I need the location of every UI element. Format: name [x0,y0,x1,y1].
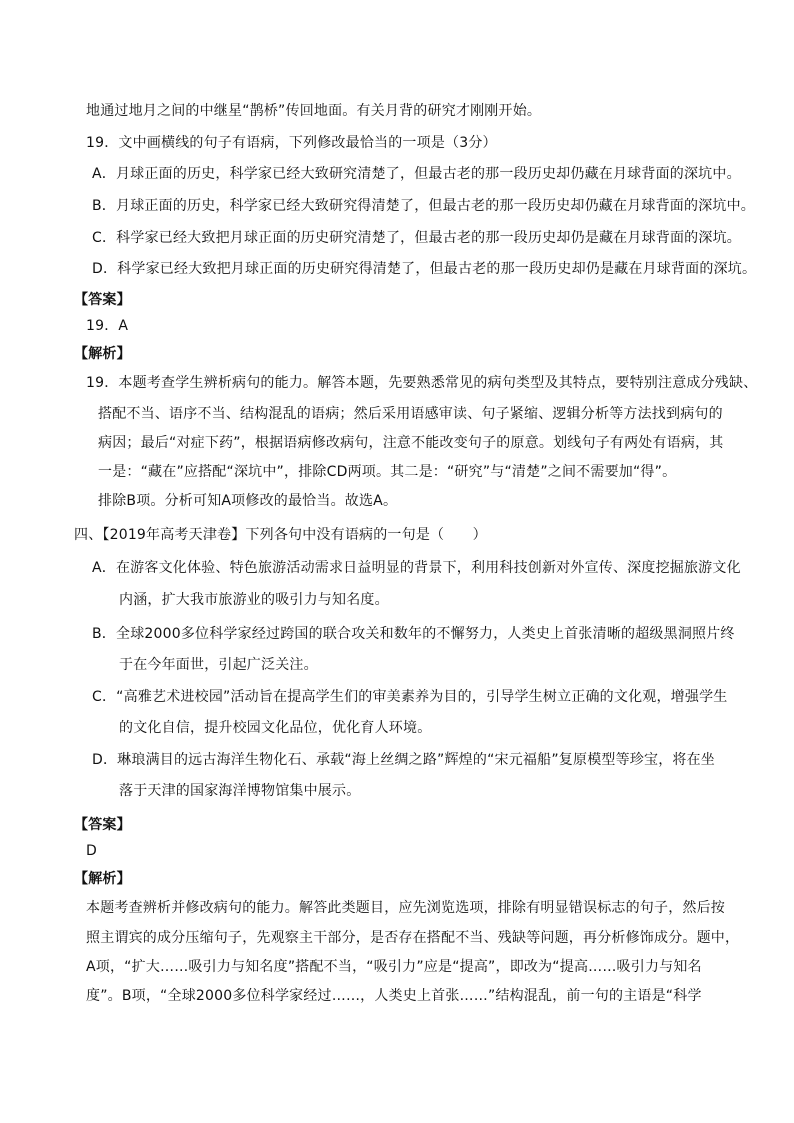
analysis-line: 排除B项。分析可知A项修改的最恰当。故选A。 [98,493,398,509]
analysis-line: 病因；最后“对症下药”，根据语病修改病句，注意不能改变句子的原意。划线句子有两处有语病，其 [98,435,724,451]
analysis-line: A项，“扩大……吸引力与知名度”搭配不当，“吸引力”应是“提高”，即改为“提高……吸引力与知名 [86,959,702,975]
question-19-stem: 19．文中画横线的句子有语病，下列修改最恰当的一项是（3分） [86,135,497,151]
analysis-line: 一是：“藏在”应搭配“深坑中”，排除CD两项。其二是：“研究”与“清楚”之间不需要加“得”。 [98,464,677,480]
analysis-heading: 【解析】 [74,346,131,362]
question-4-option-d: D．琳琅满目的远古海洋生物化石、承载“海上丝绸之路”辉煌的“宋元福船”复原模型等珍宝，将在坐 [92,752,715,768]
question-4-option-c-cont: 的文化自信，提升校园文化品位，优化育人环境。 [119,720,432,736]
answer-heading: 【答案】 [74,817,131,833]
answer-heading: 【答案】 [74,292,131,308]
question-4-option-a: A．在游客文化体验、特色旅游活动需求日益明显的背景下，利用科技创新对外宣传、深度挖掘旅游文化 [92,560,741,576]
analysis-line: 本题考查辨析并修改病句的能力。解答此类题目，应先浏览选项，排除有明显错误标志的句子，然后按 [86,900,725,916]
question-19-option-a: A．月球正面的历史，科学家已经大致研究清楚了，但最古老的那一段历史却仍藏在月球背面的深坑中。 [92,166,741,182]
question-19-option-b: B．月球正面的历史，科学家已经大致研究得清楚了，但最古老的那一段历史却仍藏在月球背面的深坑中。 [92,198,756,214]
question-4-stem: 四、【2019年高考天津卷】下列各句中没有语病的一句是（ ） [74,527,487,543]
question-4-option-a-cont: 内涵，扩大我市旅游业的吸引力与知名度。 [119,592,389,608]
answer-value: D [86,843,97,859]
analysis-line: 度”。B项，“全球2000多位科学家经过……，人类史上首张……”结构混乱，前一句的主语是“科学 [86,988,702,1004]
analysis-line: 19．本题考查学生辨析病句的能力。解答本题，先要熟悉常见的病句类型及其特点，要特别注意成分残缺、 [86,375,758,391]
answer-value: 19．A [86,318,129,334]
question-4-option-c: C．“高雅艺术进校园”活动旨在提高学生们的审美素养为目的，引导学生树立正确的文化观，增强学生 [92,689,728,705]
question-19-option-c: C．科学家已经大致把月球正面的历史研究清楚了，但最古老的那一段历史却仍是藏在月球背面的深坑。 [92,230,741,246]
question-4-option-d-cont: 落于天津的国家海洋博物馆集中展示。 [119,783,361,799]
passage-tail-line: 地通过地月之间的中继星“鹊桥”传回地面。有关月背的研究才刚刚开始。 [86,103,542,119]
analysis-line: 搭配不当、语序不当、结构混乱的语病；然后采用语感审读、句子紧缩、逻辑分析等方法找到病句的 [98,406,723,422]
analysis-line: 照主谓宾的成分压缩句子，先观察主干部分，是否存在搭配不当、残缺等问题，再分析修饰成分。题中， [86,930,740,946]
question-4-option-b: B．全球2000多位科学家经过跨国的联合攻关和数年的不懈努力，人类史上首张清晰的超级黑洞照片终 [92,626,735,642]
question-4-option-b-cont: 于在今年面世，引起广泛关注。 [119,657,318,673]
analysis-heading: 【解析】 [74,871,131,887]
question-19-option-d: D．科学家已经大致把月球正面的历史研究得清楚了，但最古老的那一段历史却仍是藏在月球背面的深坑。 [92,261,757,277]
